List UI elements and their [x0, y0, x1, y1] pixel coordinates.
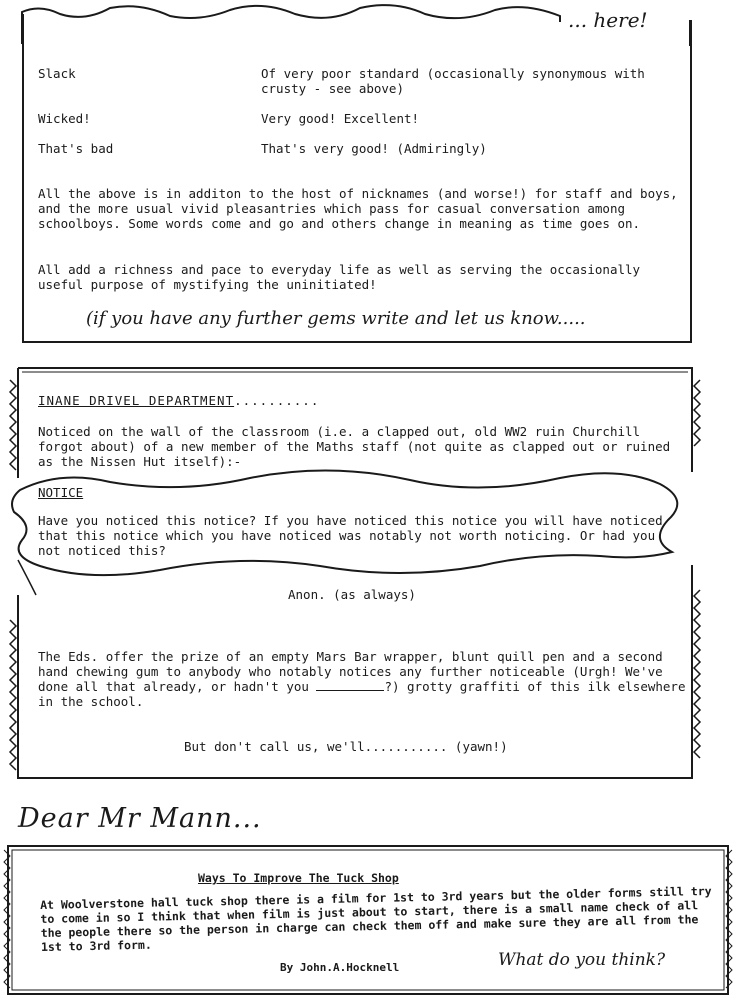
- what-do-you-think-handwritten: What do you think?: [498, 950, 666, 970]
- glossary-paragraph-2: All add a richness and pace to everyday life as well as serving the occasionally useful purpose of mystifying the uninitiated!: [38, 262, 641, 292]
- term-wicked: Wicked!: [38, 111, 91, 126]
- notice-heading: NOTICE: [38, 485, 84, 500]
- term-slack: Slack: [38, 66, 76, 81]
- glossary-paragraph-1: All the above is in additon to the host of nicknames (and worse!) for staff and boys, and the more usual vivid pleasantries which pass for casual conversation among schoolboys. Some words come and go and others change in meaning as time goes on.: [38, 186, 678, 231]
- notice-attribution: Anon. (as always): [288, 587, 416, 602]
- drivel-heading-text: INANE DRIVEL DEPARTMENT: [38, 393, 235, 408]
- tuck-shop-byline: By John.A.Hocknell: [280, 961, 400, 974]
- meaning-thats-bad: That's very good! (Admiringly): [261, 141, 487, 156]
- drivel-heading-dots: ..........: [234, 393, 320, 408]
- meaning-slack: Of very poor standard (occasionally synonymous with crusty - see above): [261, 66, 645, 96]
- gems-handwritten: (if you have any further gems write and let us know.....: [86, 308, 586, 329]
- here-handwritten: ... here!: [568, 8, 648, 32]
- tuck-shop-heading: Ways To Improve The Tuck Shop: [198, 871, 399, 885]
- drivel-intro: Noticed on the wall of the classroom (i.e. a clapped out, old WW2 ruin Churchill forgot about) of a new member of the Maths staff (not quite as clapped out or ruined as the Nissen Hut itself):-: [38, 424, 671, 469]
- term-thats-bad: That's bad: [38, 141, 114, 156]
- tuck-shop-body: At Woolverstone hall tuck shop there is a film for 1st to 3rd years but the older forms still try to come in so I think that when film is just about to start, there is a small name check of all the people there so the person in charge can check them off and make sure they are all from the 1st to 3rd form.: [40, 883, 712, 954]
- meaning-wicked: Very good! Excellent!: [261, 111, 420, 126]
- prize-offer-part1: The Eds. offer the prize of an empty Mars Bar wrapper, blunt quill pen and a second hand chewing gum to anybody who notably notices any further noticeable (Urgh! We've done all that already, or hadn't you: [38, 649, 663, 694]
- drivel-signoff: But don't call us, we'll........... (yawn!): [184, 739, 508, 754]
- prize-offer-part2: ?) grotty graffiti of this ilk elsewhere in the school.: [38, 679, 686, 709]
- notice-text: Have you noticed this notice? If you have noticed this notice you will have noticed that this notice which you have noticed was notably not worth noticing. Or had you not noticed this?: [38, 513, 663, 558]
- dear-mr-mann-handwritten: Dear Mr Mann...: [18, 803, 262, 834]
